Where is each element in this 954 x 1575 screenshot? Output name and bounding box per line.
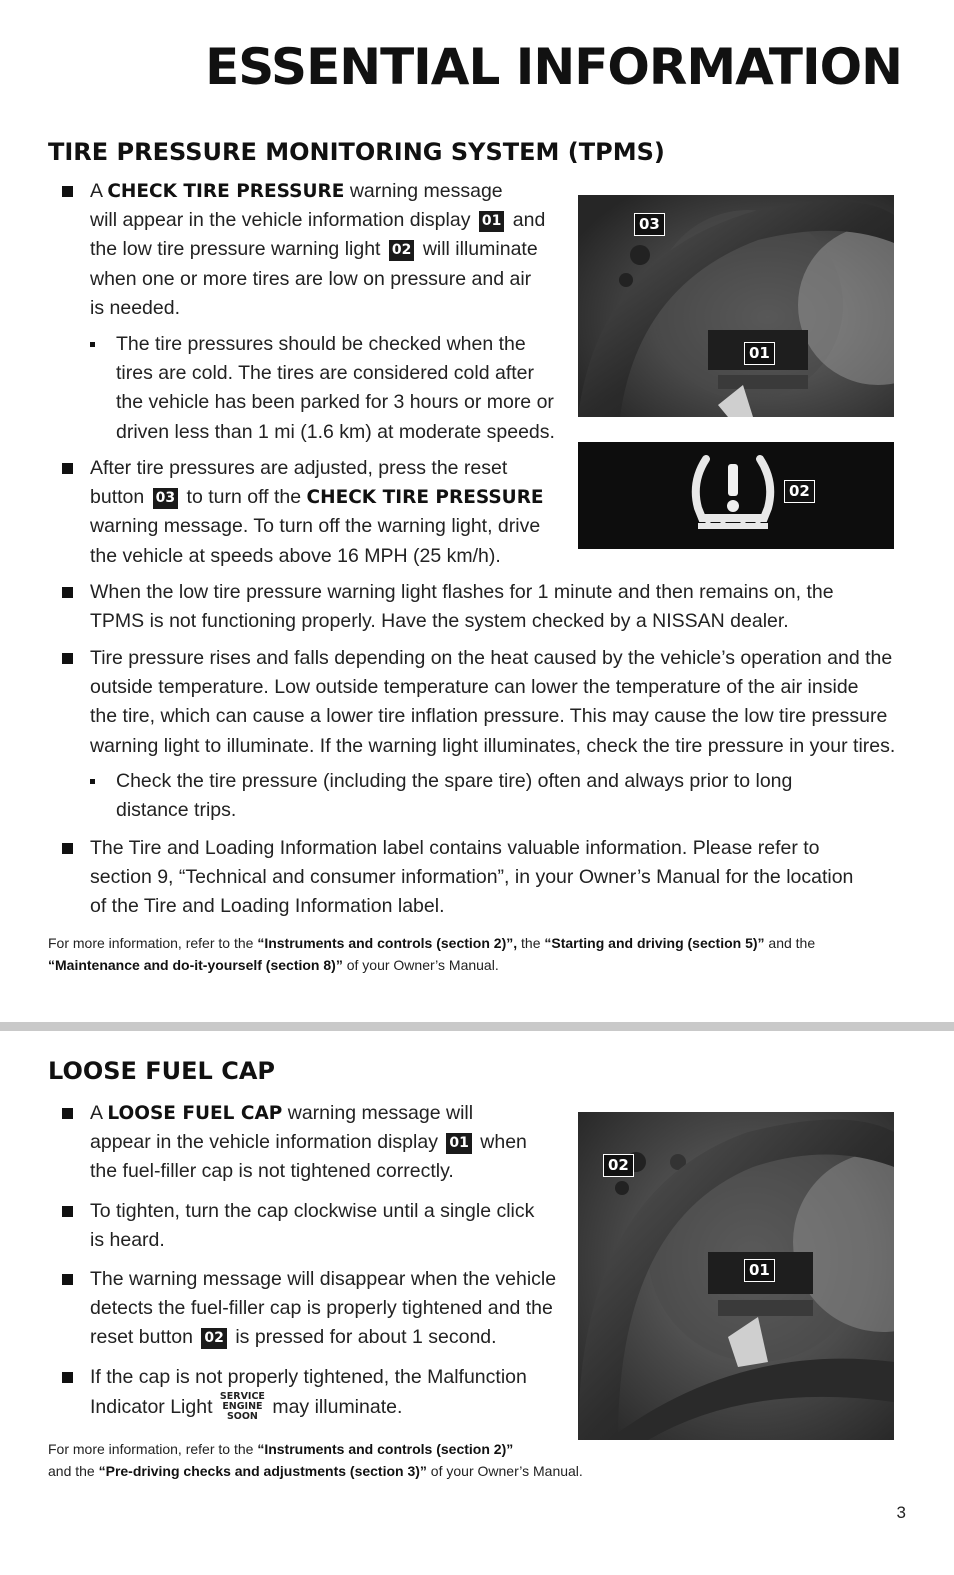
fuel-bullet-2: To tighten, turn the cap clockwise until a single click is heard.	[62, 1197, 534, 1255]
tire-pressure-warning-icon	[578, 442, 894, 549]
keyword: LOOSE FUEL CAP	[107, 1103, 283, 1124]
fuel-reference-note: For more information, refer to the “Instruments and controls (section 2)” and the “Pre-driving checks and adjustments (section 3)” of your Owner’s Manual.	[48, 1441, 583, 1479]
tpms-bullet-5: The Tire and Loading Information label contains valuable information. Please refer to section 9, “Technical and consumer information”, in your Owner’s Manual for the location of the Tire and Loading Information label.	[62, 834, 853, 922]
bullet-dot	[90, 779, 95, 784]
service-engine-soon-icon: SERVICE ENGINE SOON	[219, 1391, 265, 1423]
tpms-subbullet-1: The tire pressures should be checked when the tires are cold. The tires are considered cold after the vehicle has been parked for 3 hours or more or driven less than 1 mi (1.6 km) at moderate speeds.	[90, 330, 555, 447]
tpms-bullet-4: Tire pressure rises and falls depending on the heat caused by the vehicle’s operation and the outside temperature. Low outside temperature can lower the temperature of the air inside the tire, which can cause a lower tire inflation pressure. This may cause the low tire pressure warning light to illuminate. If the warning light illuminates, check the tire pressure in your tires.	[62, 644, 895, 761]
bullet-dot	[90, 342, 95, 347]
tpms-warning-light-photo	[578, 442, 894, 549]
bullet-square	[62, 1274, 73, 1285]
callout-tag: 03	[634, 213, 665, 236]
tpms-reference-note: For more information, refer to the “Instruments and controls (section 2)”, the “Starting and driving (section 5)” and the “Maintenance and do-it-yourself (section 8)” of your Owner’s Manual.	[48, 935, 816, 973]
callout-tag: 02	[201, 1328, 226, 1349]
bullet-square	[62, 653, 73, 664]
keyword: CHECK TIRE PRESSURE	[306, 487, 544, 509]
bullet-square	[62, 186, 73, 197]
page-number: 3	[896, 1503, 906, 1522]
steering-wheel-photo	[578, 195, 894, 417]
fuel-bullet-3: The warning message will disappear when the vehicle detects the fuel-filler cap is properly tightened and the reset button 02 is pressed for about 1 second.	[62, 1265, 556, 1353]
fuel-bullet-1: A LOOSE FUEL CAP warning message will appear in the vehicle information display 01 when the fuel-filler cap is not tightened correctly.	[62, 1099, 527, 1187]
page-title: ESSENTIAL INFORMATION	[205, 38, 902, 96]
section-divider	[0, 1022, 954, 1031]
callout-tag: 01	[446, 1133, 471, 1154]
bullet-square	[62, 843, 73, 854]
tpms-bullet-2: After tire pressures are adjusted, press the reset button 03 to turn off the CHECK TIRE PRESSURE warning message. To turn off the warning light, drive the vehicle at speeds above 16 MPH (25 km/h).	[62, 454, 544, 571]
tpms-heading: TIRE PRESSURE MONITORING SYSTEM (TPMS)	[48, 138, 665, 166]
callout-tag: 02	[389, 240, 414, 261]
bullet-square	[62, 587, 73, 598]
tpms-bullet-3: When the low tire pressure warning light flashes for 1 minute and then remains on, the TPMS is not functioning properly. Have the system checked by a NISSAN dealer.	[62, 578, 834, 636]
callout-tag: 02	[784, 480, 815, 503]
bullet-square	[62, 1206, 73, 1217]
fuel-cap-heading: LOOSE FUEL CAP	[48, 1057, 275, 1085]
callout-tag: 02	[603, 1154, 634, 1177]
callout-tag: 01	[479, 211, 504, 232]
steering-wheel-photo-fuel	[578, 1112, 894, 1440]
tpms-bullet-1: A CHECK TIRE PRESSURE warning message will appear in the vehicle information display 01 and the low tire pressure warning light 02 will illuminate when one or more tires are low on pressure and air is needed.	[62, 177, 545, 323]
keyword: CHECK TIRE PRESSURE	[107, 181, 345, 202]
callout-tag: 01	[744, 1259, 775, 1282]
bullet-square	[62, 463, 73, 474]
bullet-square	[62, 1108, 73, 1119]
fuel-bullet-4: If the cap is not properly tightened, the Malfunction Indicator Light SERVICE ENGINE SOON may illuminate.	[62, 1363, 527, 1422]
callout-tag: 03	[153, 488, 178, 509]
tpms-subbullet-2: Check the tire pressure (including the spare tire) often and always prior to long distance trips.	[90, 767, 792, 825]
callout-tag: 01	[744, 342, 775, 365]
bullet-square	[62, 1372, 73, 1383]
